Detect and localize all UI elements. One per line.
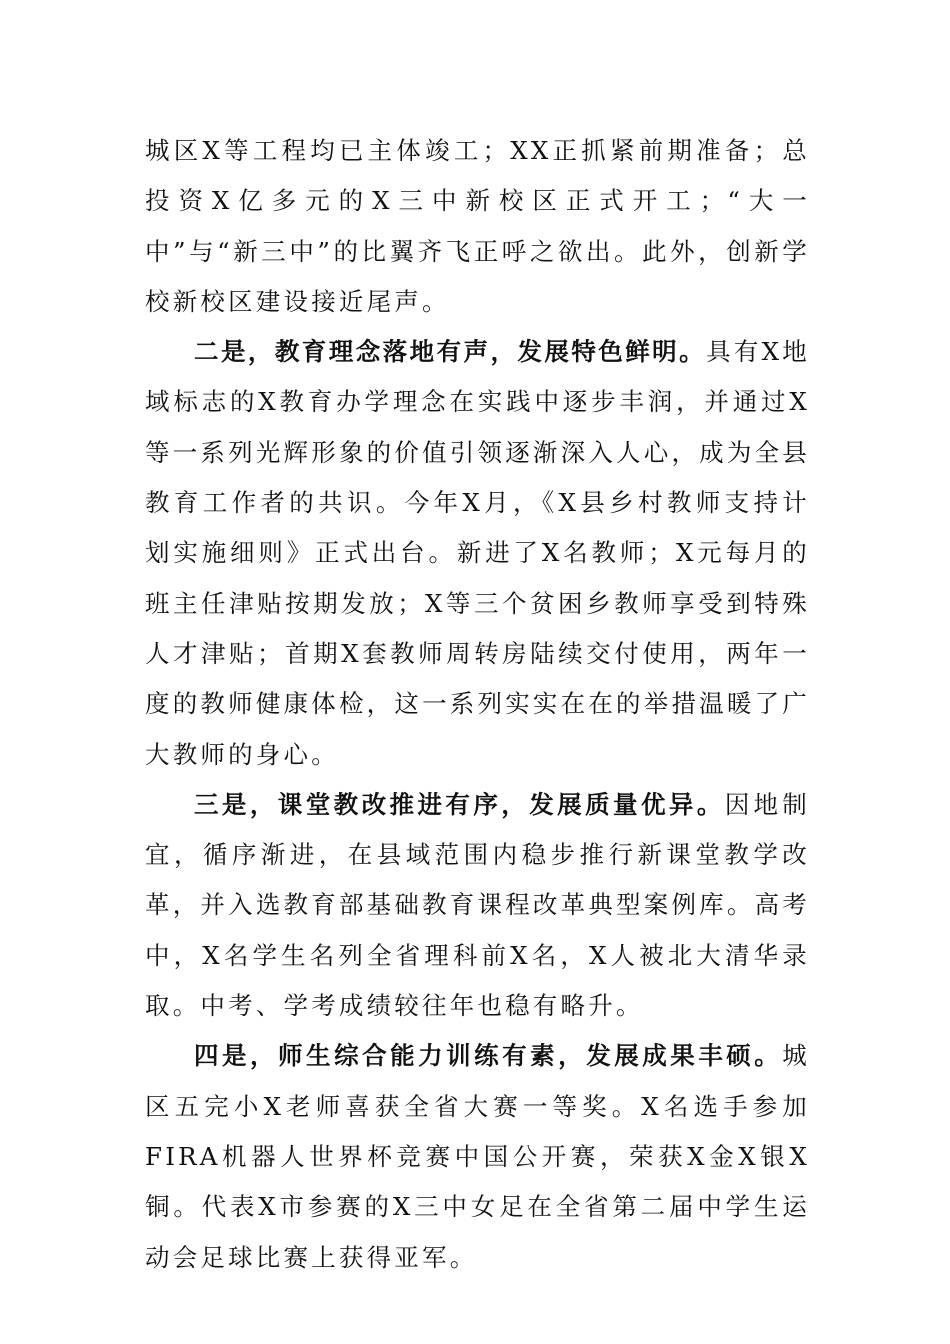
paragraph-classroom-reform (145, 780, 810, 1031)
paragraph-achievements (145, 1031, 810, 1282)
paragraph-heading: 二是，教育理念落地有声，发展特色鲜明。 (194, 337, 707, 367)
paragraph-text: 城区X等工程均已主体竣工；XX正抓紧前期准备；总投资X亿多元的X三中新校区正式开工；“大一中”与“新三中”的比翼齐飞正呼之欲出。此外，创新学校新校区建设接近尾声。 (145, 136, 810, 316)
paragraph-text: 具有X地域标志的X教育办学理念在实践中逐步丰润，并通过X等一系列光辉形象的价值引领逐渐深入人心，成为全县教育工作者的共识。今年X月，《X县乡村教师支持计划实施细则》正式出台。新进了X名教师；X元每月的班主任津贴按期发放；X等三个贫困乡教师享受到特殊人才津贴；首期X套教师周转房陆续交付使用，两年一度的教师健康体检，这一系列实实在在的举措温暖了广大教师的身心。 (145, 337, 810, 769)
paragraph-text: 城区五完小X老师喜获全省大赛一等奖。X名选手参加FIRA机器人世界杯竞赛中国公开赛，荣获X金X银X铜。代表X市参赛的X三中女足在全省第二届中学生运动会足球比赛上获得亚军。 (145, 1041, 810, 1272)
paragraph-continuation (145, 126, 810, 327)
document-body (145, 126, 810, 1283)
paragraph-text: 因地制宜，循序渐进，在县域范围内稳步推行新课堂教学改革，并入选教育部基础教育课程改革典型案例库。高考中，X名学生名列全省理科前X名，X人被北大清华录取。中考、学考成绩较往年也稳有略升。 (145, 789, 810, 1021)
paragraph-heading: 三是，课堂教改推进有序，发展质量优异。 (194, 789, 725, 819)
paragraph-heading: 四是，师生综合能力训练有素，发展成果丰硕。 (194, 1041, 783, 1071)
paragraph-education-philosophy (145, 327, 810, 780)
